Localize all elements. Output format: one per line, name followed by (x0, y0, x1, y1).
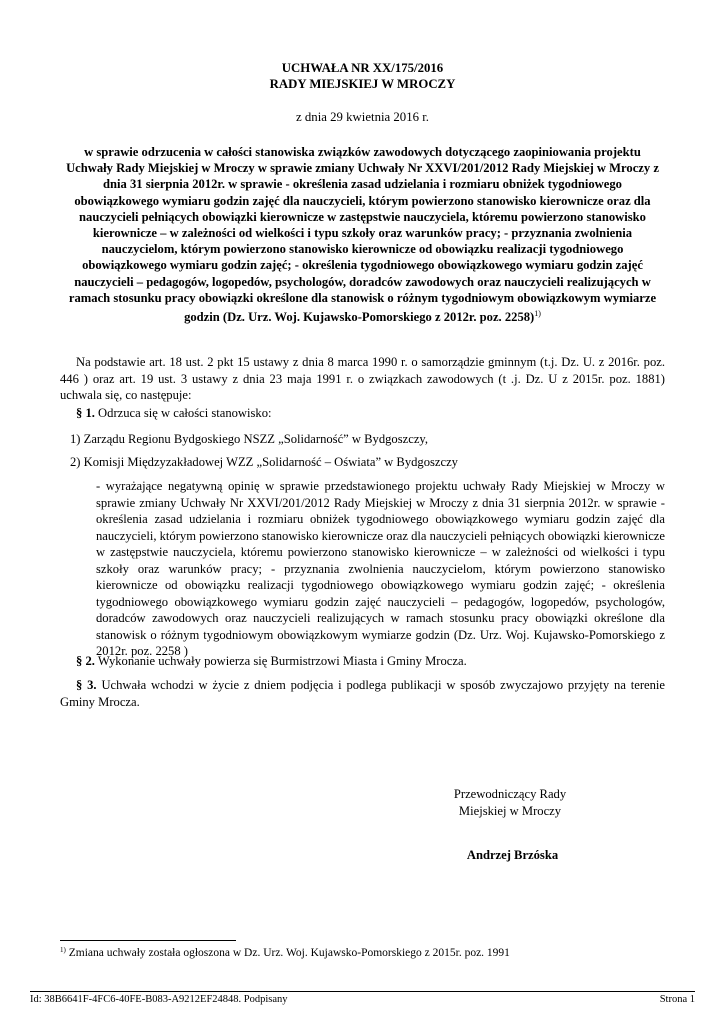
signature-role-line1: Przewodniczący Rady (453, 787, 567, 801)
section-2 (76, 654, 467, 669)
resolution-date: z dnia 29 kwietnia 2016 r. (296, 110, 429, 124)
section-3-label: § 3. (76, 678, 97, 692)
page-number: Strona 1 (659, 994, 695, 1005)
resolution-title (60, 60, 665, 92)
section-3 (60, 677, 665, 710)
section-2-text: Wykonanie uchwały powierza się Burmistrzowi Miasta i Gminy Mrocza. (97, 654, 467, 668)
footer-divider (30, 991, 695, 992)
section-2-label: § 2. (76, 654, 95, 668)
subject-footnote-mark: 1) (534, 309, 541, 319)
title-line-number: UCHWAŁA NR XX/175/2016 (281, 61, 444, 75)
footnote-divider (60, 940, 236, 941)
list-item-2: 2) Komisji Międzyzakładowej WZZ „Solidarność – Oświata” w Bydgoszczy (70, 455, 458, 469)
footnote-mark: 1) (60, 946, 66, 954)
section-3-text: Uchwała wchodzi w życie z dniem podjęcia i podlega publikacji w sposób zwyczajowo przyjęty na terenie Gminy Mrocza. (60, 678, 666, 709)
footnote-text: Zmiana uchwały została ogłoszona w Dz. Urz. Woj. Kujawsko-Pomorskiego z 2015r. poz. 1991 (68, 947, 510, 959)
section-1-text: Odrzuca się w całości stanowisko: (98, 406, 272, 420)
list-item-1: 1) Zarządu Regionu Bydgoskiego NSZZ „Solidarność” w Bydgoszczy, (70, 432, 429, 446)
signature-block (430, 786, 590, 819)
footnote (60, 946, 510, 959)
document-id: Id: 38B6641F-4FC6-40FE-B083-A9212EF24848. Podpisany (30, 994, 288, 1005)
section-1 (76, 406, 272, 421)
legal-basis: Na podstawie art. 18 ust. 2 pkt 15 ustawy z dnia 8 marca 1990 r. o samorządzie gminnym (t.j. Dz. U. z 2016r. poz. 446 ) oraz art. 19 ust. 3 ustawy z dnia 23 maja 1991 r. o związkach zawodowych (t .j. Dz. U z 2015r. poz. 1881) uchwala się, co następuje: (60, 355, 665, 402)
signature-role-line2: Miejskiej w Mroczy (458, 803, 562, 818)
title-line-council: RADY MIEJSKIEJ W MROCZY (269, 77, 456, 91)
resolution-subject (60, 144, 665, 325)
opinion-description: - wyrażające negatywną opinię w sprawie przedstawionego projektu uchwały Rady Miejskiej w Mroczy w sprawie zmiany Uchwały Nr XXVI/201/2012 Rady Miejskiej w Mroczy z dnia 31 sierpnia 2012r. w sprawie - określenia zasad udzielania i rozmiaru obniżek tygodniowego obowiązkowego wymiaru godzin zajęć dla nauczycieli, którym powierzono stanowisko kierownicze oraz dla nauczycieli pełniących obowiązki kierownicze w zastępstwie nauczyciela, któremu powierzono stanowisko kierownicze – w zależności od wielkości i typu szkoły oraz warunków pracy; - przyznania zwolnienia nauczycielom, którym powierzono stanowisko kierownicze od obowiązku realizacji tygodniowego obowiązkowego wymiaru godzin zajęć; - określenia tygodniowego obowiązkowego wymiaru godzin zajęć nauczycieli – pedagogów, logopedów, psychologów, doradców zawodowych oraz nauczycieli realizujących w ramach stosunku pracy obowiązki określone dla stanowisk o różnym tygodniowym obowiązkowym wymiarze godzin (Dz. Urz. Woj. Kujawsko-Pomorskiego z 2012r. poz. 2258 ) (96, 479, 665, 658)
subject-text: w sprawie odrzucenia w całości stanowiska związków zawodowych dotyczącego zaopiniowania projektu Uchwały Rady Miejskiej w Mroczy w sprawie zmiany Uchwały Nr XXVI/201/2012 Rady Miejskiej w Mroczy z dnia 31 sierpnia 2012r. w sprawie - określenia zasad udzielania i rozmiaru obniżek tygodniowego obowiązkowego wymiaru godzin zajęć dla nauczycieli, którym powierzono stanowisko kierownicze oraz dla nauczycieli pełniących obowiązki kierownicze w zastępstwie nauczyciela, któremu powierzono stanowisko kierownicze – w zależności od wielkości i typu szkoły oraz warunków pracy; - przyznania zwolnienia nauczycielom, którym powierzono stanowisko kierownicze od obowiązku realizacji tygodniowego obowiązkowego wymiaru godzin zajęć; - określenia tygodniowego obowiązkowego wymiaru godzin zajęć nauczycieli – pedagogów, logopedów, psychologów, doradców zawodowych oraz nauczycieli realizujących w ramach stosunku pracy obowiązki określone dla stanowisk o różnym tygodniowym obowiązkowym wymiarze godzin (Dz. Urz. Woj. Kujawsko-Pomorskiego z 2012r. poz. 2258) (66, 145, 659, 325)
section-1-label: § 1. (76, 406, 95, 420)
signer-name: Andrzej Brzóska (466, 848, 559, 862)
